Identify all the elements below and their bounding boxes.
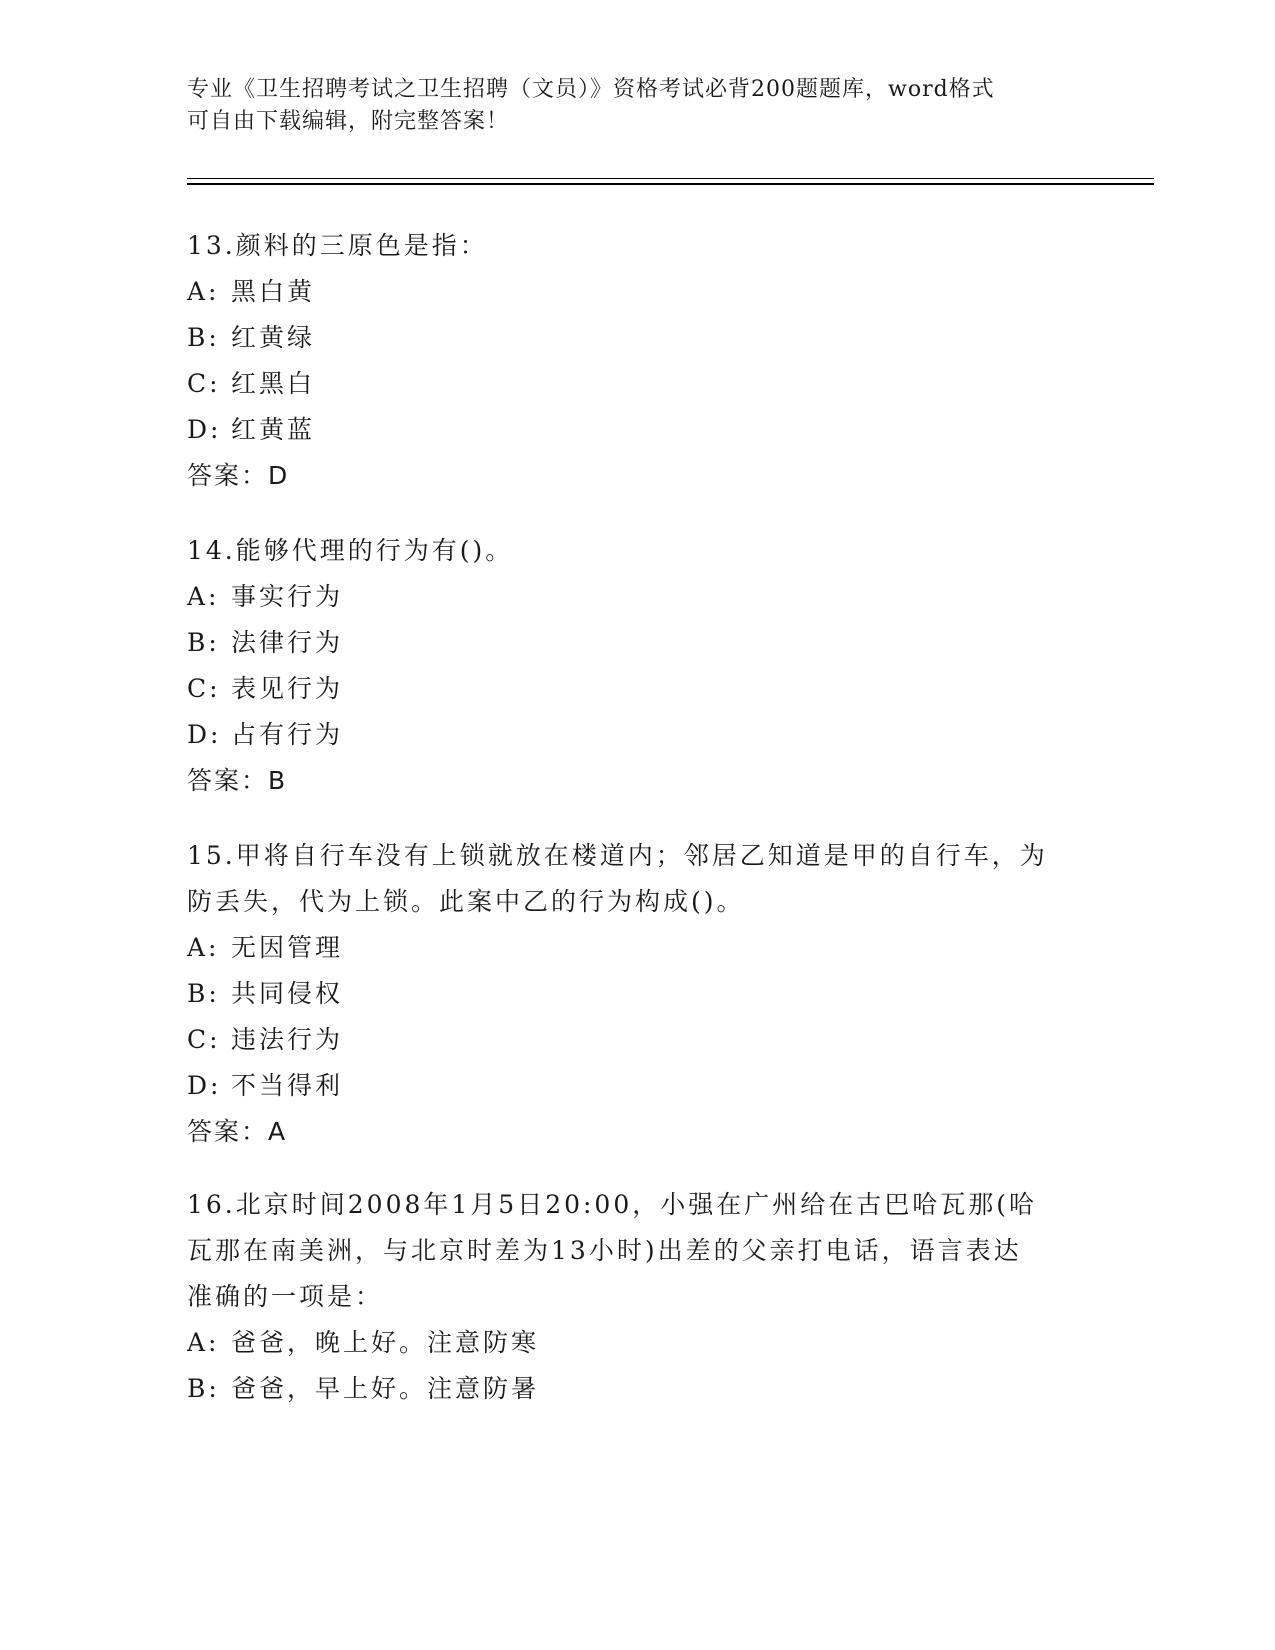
option-letter: C: bbox=[187, 1025, 221, 1054]
option-text: 表见行为 bbox=[231, 674, 344, 703]
option-text: 黑白黄 bbox=[231, 277, 316, 306]
option-text: 不当得利 bbox=[231, 1071, 344, 1100]
question-13 bbox=[187, 223, 1087, 499]
option-b bbox=[187, 315, 1087, 361]
option-letter: D: bbox=[187, 720, 222, 749]
answer-line: 答案：B bbox=[187, 766, 288, 795]
question-stem-line-1: 16.北京时间2008年1月5日20:00，小强在广州给在古巴哈瓦那(哈 bbox=[187, 1190, 1037, 1219]
option-a bbox=[187, 269, 1087, 315]
question-stem-line-3: 准确的一项是： bbox=[187, 1282, 384, 1311]
option-letter: B: bbox=[187, 628, 220, 657]
option-letter: C: bbox=[187, 674, 221, 703]
answer-line: 答案：D bbox=[187, 461, 290, 490]
option-text: 事实行为 bbox=[231, 582, 344, 611]
header-divider-thick bbox=[187, 183, 1154, 185]
option-text: 爸爸，晚上好。注意防寒 bbox=[231, 1328, 540, 1357]
question-15 bbox=[187, 833, 1087, 1155]
option-text: 违法行为 bbox=[231, 1025, 344, 1054]
option-letter: B: bbox=[187, 323, 220, 352]
option-b bbox=[187, 620, 1087, 666]
option-text: 法律行为 bbox=[231, 628, 344, 657]
option-c bbox=[187, 1017, 1087, 1063]
document-header bbox=[187, 74, 1087, 138]
option-text: 爸爸，早上好。注意防暑 bbox=[231, 1374, 540, 1403]
option-b bbox=[187, 1366, 1087, 1412]
option-a bbox=[187, 574, 1087, 620]
option-letter: A: bbox=[187, 582, 220, 611]
option-letter: A: bbox=[187, 277, 220, 306]
option-letter: A: bbox=[187, 1328, 220, 1357]
question-stem: 14.能够代理的行为有()。 bbox=[187, 536, 514, 565]
option-text: 无因管理 bbox=[231, 933, 344, 962]
option-a bbox=[187, 1320, 1087, 1366]
option-letter: D: bbox=[187, 415, 222, 444]
answer-line: 答案：A bbox=[187, 1117, 288, 1146]
option-text: 红黄蓝 bbox=[231, 415, 316, 444]
question-stem: 13.颜料的三原色是指： bbox=[187, 231, 488, 260]
option-d bbox=[187, 1063, 1087, 1109]
option-c bbox=[187, 666, 1087, 712]
question-stem-line-2: 瓦那在南美洲，与北京时差为13小时)出差的父亲打电话，语言表达 bbox=[187, 1236, 1022, 1265]
header-divider-thin bbox=[187, 178, 1154, 179]
option-c bbox=[187, 361, 1087, 407]
option-text: 共同侵权 bbox=[231, 979, 344, 1008]
header-line-1: 专业《卫生招聘考试之卫生招聘（文员）》资格考试必背200题题库，word格式 bbox=[187, 77, 995, 102]
question-14 bbox=[187, 528, 1087, 804]
question-stem-line-2: 防丢失，代为上锁。此案中乙的行为构成()。 bbox=[187, 887, 745, 916]
option-letter: B: bbox=[187, 1374, 220, 1403]
option-d bbox=[187, 712, 1087, 758]
option-letter: A: bbox=[187, 933, 220, 962]
option-a bbox=[187, 925, 1087, 971]
option-letter: C: bbox=[187, 369, 221, 398]
option-d bbox=[187, 407, 1087, 453]
question-stem-line-1: 15.甲将自行车没有上锁就放在楼道内；邻居乙知道是甲的自行车，为 bbox=[187, 841, 1048, 870]
option-text: 红黑白 bbox=[231, 369, 316, 398]
option-letter: B: bbox=[187, 979, 220, 1008]
question-16 bbox=[187, 1182, 1087, 1412]
option-text: 占有行为 bbox=[231, 720, 344, 749]
option-text: 红黄绿 bbox=[231, 323, 316, 352]
option-b bbox=[187, 971, 1087, 1017]
header-line-2: 可自由下载编辑，附完整答案！ bbox=[187, 109, 510, 134]
option-letter: D: bbox=[187, 1071, 222, 1100]
